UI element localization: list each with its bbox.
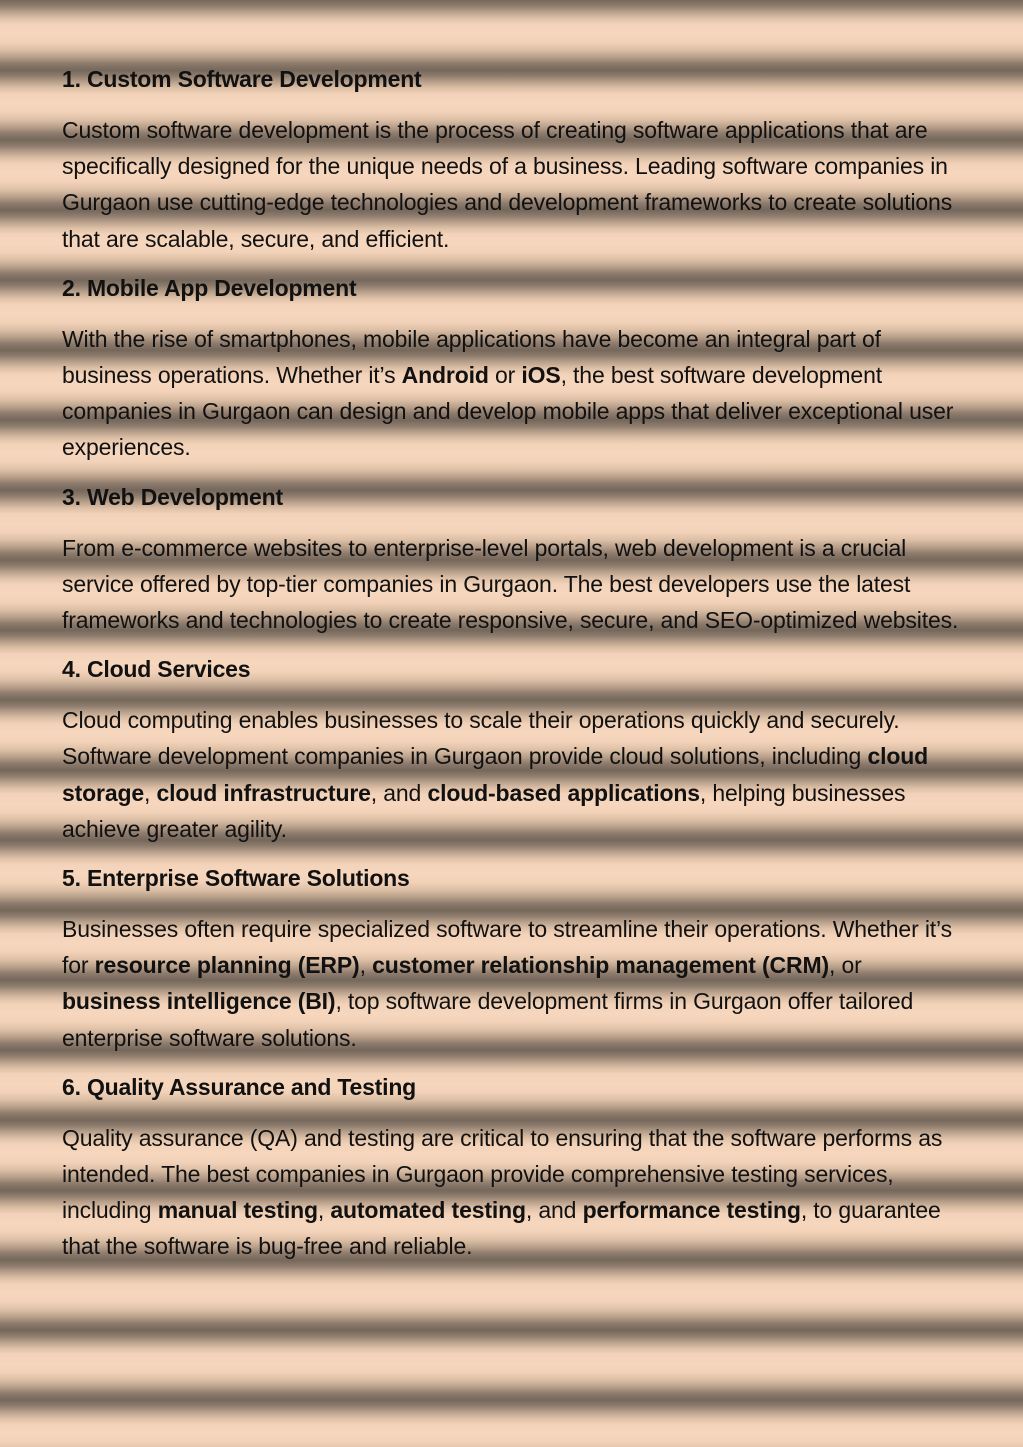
section-heading: 5. Enterprise Software Solutions: [62, 865, 410, 892]
text-run: Cloud computing enables businesses to scale their operations quickly and securely. Software development companies in Gurgaon provide cloud solutions, including: [62, 707, 900, 770]
section-heading: 1. Custom Software Development: [62, 66, 422, 92]
text-run: Custom software development is the process of creating software applications that are specifically designed for the unique needs of a business. Leading software companies in Gurgaon use cutting-edge technologies and development frameworks to create solutions that are scalable, secure, and efficient.: [62, 117, 953, 252]
section-heading: 6. Quality Assurance and Testing: [62, 1073, 417, 1100]
text-run: , and: [525, 1197, 583, 1224]
section-paragraph: [62, 702, 962, 847]
bold-term: performance testing: [582, 1197, 801, 1224]
bold-term: cloud storage: [62, 743, 929, 806]
text-run: From e-commerce websites to enterprise-level portals, web development is a crucial service offered by top-tier companies in Gurgaon. The best developers use the latest frameworks and technologies to create responsive, secure, and SEO-optimized websites.: [62, 534, 959, 634]
text-run: , the best software development companies in Gurgaon can design and develop mobile apps that deliver exceptional user experiences.: [62, 362, 954, 461]
bold-term: cloud infrastructure: [156, 779, 371, 806]
bold-term: automated testing: [330, 1197, 526, 1224]
text-run: ,: [144, 779, 157, 806]
section-heading: 4. Cloud Services: [62, 656, 251, 683]
section-6: [62, 1070, 962, 1265]
section-paragraph: [62, 530, 962, 639]
bold-term: manual testing: [157, 1197, 318, 1224]
text-run: , and: [370, 779, 428, 806]
text-run: , or: [829, 952, 862, 979]
bold-term: iOS: [521, 362, 561, 389]
document-page: [62, 62, 962, 1279]
section-5: [62, 861, 962, 1056]
text-run: Businesses often require specialized software to streamline their operations. Whether it’s for: [62, 916, 952, 979]
bold-term: customer relationship management (CRM): [372, 952, 829, 979]
text-run: , to guarantee that the software is bug-free and reliable.: [62, 1197, 941, 1260]
text-run: , helping businesses achieve greater agility.: [62, 779, 906, 842]
text-run: ,: [317, 1197, 331, 1224]
text-run: Quality assurance (QA) and testing are critical to ensuring that the software performs as intended. The best companies in Gurgaon provide comprehensive testing services, including: [62, 1124, 943, 1224]
bold-term: business intelligence (BI): [62, 988, 336, 1015]
bold-term: resource planning (ERP): [94, 952, 360, 979]
text-run: , top software development firms in Gurgaon offer tailored enterprise software solutions.: [62, 988, 914, 1051]
section-2: [62, 271, 962, 466]
bold-term: Android: [401, 362, 489, 389]
text-run: ,: [359, 952, 373, 979]
section-3: [62, 480, 962, 639]
section-1: [62, 62, 962, 257]
section-paragraph: [62, 321, 962, 466]
text-run: or: [488, 362, 522, 389]
section-4: [62, 652, 962, 847]
bold-term: cloud-based applications: [427, 779, 700, 806]
section-heading: 2. Mobile App Development: [62, 274, 357, 301]
section-paragraph: [62, 911, 962, 1056]
section-paragraph: [62, 1120, 962, 1265]
section-heading: 3. Web Development: [62, 483, 283, 510]
text-run: With the rise of smartphones, mobile applications have become an integral part of business operations. Whether it’s: [62, 325, 881, 389]
section-paragraph: [62, 112, 962, 257]
